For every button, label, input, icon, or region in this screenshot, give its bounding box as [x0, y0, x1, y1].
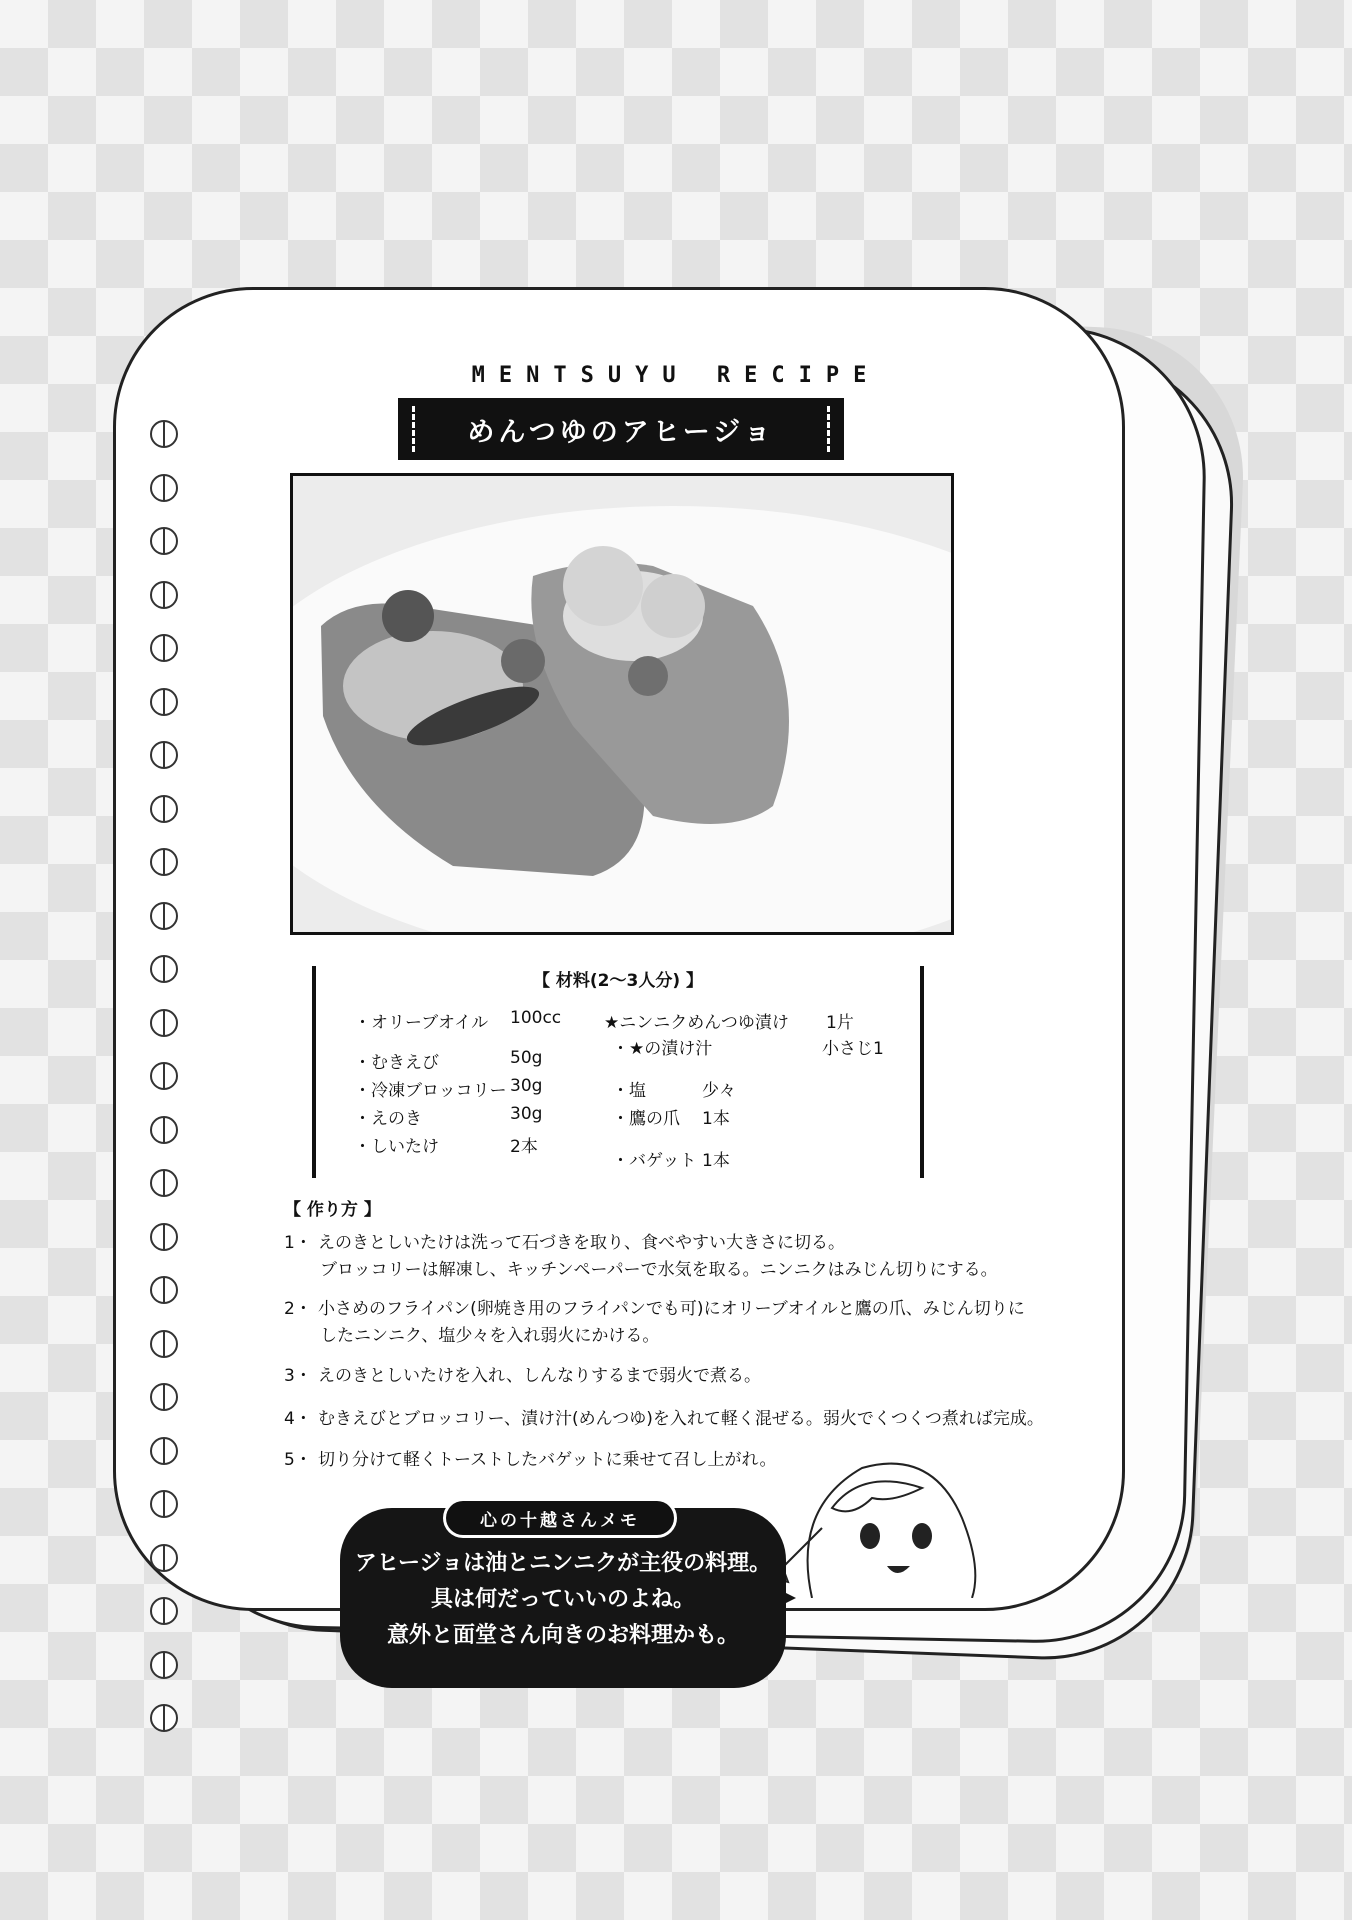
steps-title: 【 作り方 】 — [284, 1200, 381, 1220]
binder-ring — [150, 1437, 178, 1465]
step-number: 2・ — [284, 1299, 312, 1319]
step-text: 切り分けて軽くトーストしたバゲットに乗せて召し上がれ。 — [318, 1450, 777, 1470]
ingredient-name: ★ニンニクめんつゆ漬け — [604, 1013, 789, 1033]
ingredients-box — [312, 966, 924, 1178]
binder-ring — [150, 955, 178, 983]
ingredient-name: ・むきえび — [354, 1053, 439, 1073]
binder-ring — [150, 527, 178, 555]
step-item — [284, 1296, 1025, 1350]
binder-ring — [150, 1597, 178, 1625]
memo-line: アヒージョは油とニンニクが主役の料理。 — [354, 1551, 772, 1576]
binder-ring — [150, 1704, 178, 1732]
step-item — [284, 1363, 761, 1390]
step-text: 小さめのフライパン(卵焼き用のフライパンでも可)にオリーブオイルと鷹の爪、みじん切りに — [318, 1299, 1025, 1319]
binder-ring — [150, 795, 178, 823]
character-illustration — [752, 1448, 992, 1598]
memo-bubble — [340, 1508, 786, 1688]
binder-rings — [150, 420, 180, 1758]
ingredient-item — [604, 1008, 854, 1033]
step-text: えのきとしいたけを入れ、しんなりするまで弱火で煮る。 — [318, 1366, 762, 1386]
ingredient-name: ・鷹の爪 — [612, 1109, 680, 1129]
step-text: ブロッコリーは解凍し、キッチンペーパーで水気を取る。ニンニクはみじん切りにする。 — [320, 1260, 998, 1280]
binder-ring — [150, 1544, 178, 1572]
ingredient-amount: 30g — [510, 1076, 543, 1096]
ingredient-name: ・バゲット — [612, 1151, 697, 1171]
ingredient-amount: 50g — [510, 1048, 543, 1068]
step-number: 5・ — [284, 1450, 312, 1470]
food-photo — [290, 473, 954, 935]
step-item — [284, 1230, 998, 1284]
binder-ring — [150, 1116, 178, 1144]
memo-line: 具は何だっていいのよね。 — [430, 1587, 695, 1612]
binder-ring — [150, 741, 178, 769]
ingredient-item — [612, 1146, 730, 1171]
binder-ring — [150, 1062, 178, 1090]
food-photo-illustration — [293, 476, 951, 932]
step-item — [284, 1447, 777, 1474]
ingredient-item — [612, 1034, 884, 1059]
ingredient-item — [612, 1076, 736, 1101]
ingredient-amount: 100cc — [510, 1008, 562, 1028]
binder-ring — [150, 902, 178, 930]
ingredient-amount: 30g — [510, 1104, 543, 1124]
binder-ring — [150, 688, 178, 716]
ingredient-amount: 少々 — [702, 1081, 736, 1101]
ingredients-title: 【 材料(2〜3人分) 】 — [532, 971, 704, 991]
ingredient-amount: 1本 — [702, 1151, 730, 1171]
ingredient-item — [354, 1076, 543, 1101]
step-item — [284, 1406, 1044, 1433]
step-number: 3・ — [284, 1366, 312, 1386]
ingredient-item — [354, 1048, 543, 1073]
ingredient-item — [612, 1104, 730, 1129]
step-number: 1・ — [284, 1233, 312, 1253]
ingredient-amount: 2本 — [510, 1137, 538, 1157]
binder-ring — [150, 1009, 178, 1037]
binder-ring — [150, 848, 178, 876]
binder-ring — [150, 634, 178, 662]
ingredient-name: ・塩 — [612, 1081, 646, 1101]
ingredient-item — [354, 1132, 538, 1157]
recipe-title-text: めんつゆのアヒージョ — [467, 416, 775, 448]
binder-ring — [150, 1330, 178, 1358]
binder-ring — [150, 1169, 178, 1197]
binder-ring — [150, 420, 178, 448]
binder-ring — [150, 1276, 178, 1304]
recipe-title — [398, 398, 844, 460]
ingredient-item — [354, 1104, 543, 1129]
memo-line: 意外と面堂さん向きのお料理かも。 — [386, 1623, 739, 1648]
ingredient-item — [354, 1008, 562, 1033]
ingredient-name: ・★の漬け汁 — [612, 1039, 713, 1059]
ingredient-amount: 1片 — [826, 1013, 854, 1033]
step-text: むきえびとブロッコリー、漬け汁(めんつゆ)を入れて軽く混ぜる。弱火でくつくつ煮れば完成。 — [318, 1409, 1044, 1429]
binder-ring — [150, 1490, 178, 1518]
binder-ring — [150, 1383, 178, 1411]
ingredient-name: ・冷凍ブロッコリー — [354, 1081, 507, 1101]
ingredient-name: ・しいたけ — [354, 1137, 439, 1157]
binder-ring — [150, 1651, 178, 1679]
ingredient-name: ・オリーブオイル — [354, 1013, 489, 1033]
binder-ring — [150, 474, 178, 502]
ingredient-amount: 1本 — [702, 1109, 730, 1129]
step-text: したニンニク、塩少々を入れ弱火にかける。 — [320, 1326, 660, 1346]
step-text: えのきとしいたけは洗って石づきを取り、食べやすい大きさに切る。 — [318, 1233, 845, 1253]
binder-ring — [150, 1223, 178, 1251]
ingredient-amount: 小さじ1 — [822, 1039, 884, 1059]
memo-bubble-tail — [768, 1584, 796, 1612]
ingredient-name: ・えのき — [354, 1109, 422, 1129]
recipe-eyebrow: MENTSUYU RECIPE — [471, 363, 881, 388]
memo-tag: 心の十越さんメモ — [446, 1501, 674, 1535]
step-number: 4・ — [284, 1409, 312, 1429]
binder-ring — [150, 581, 178, 609]
